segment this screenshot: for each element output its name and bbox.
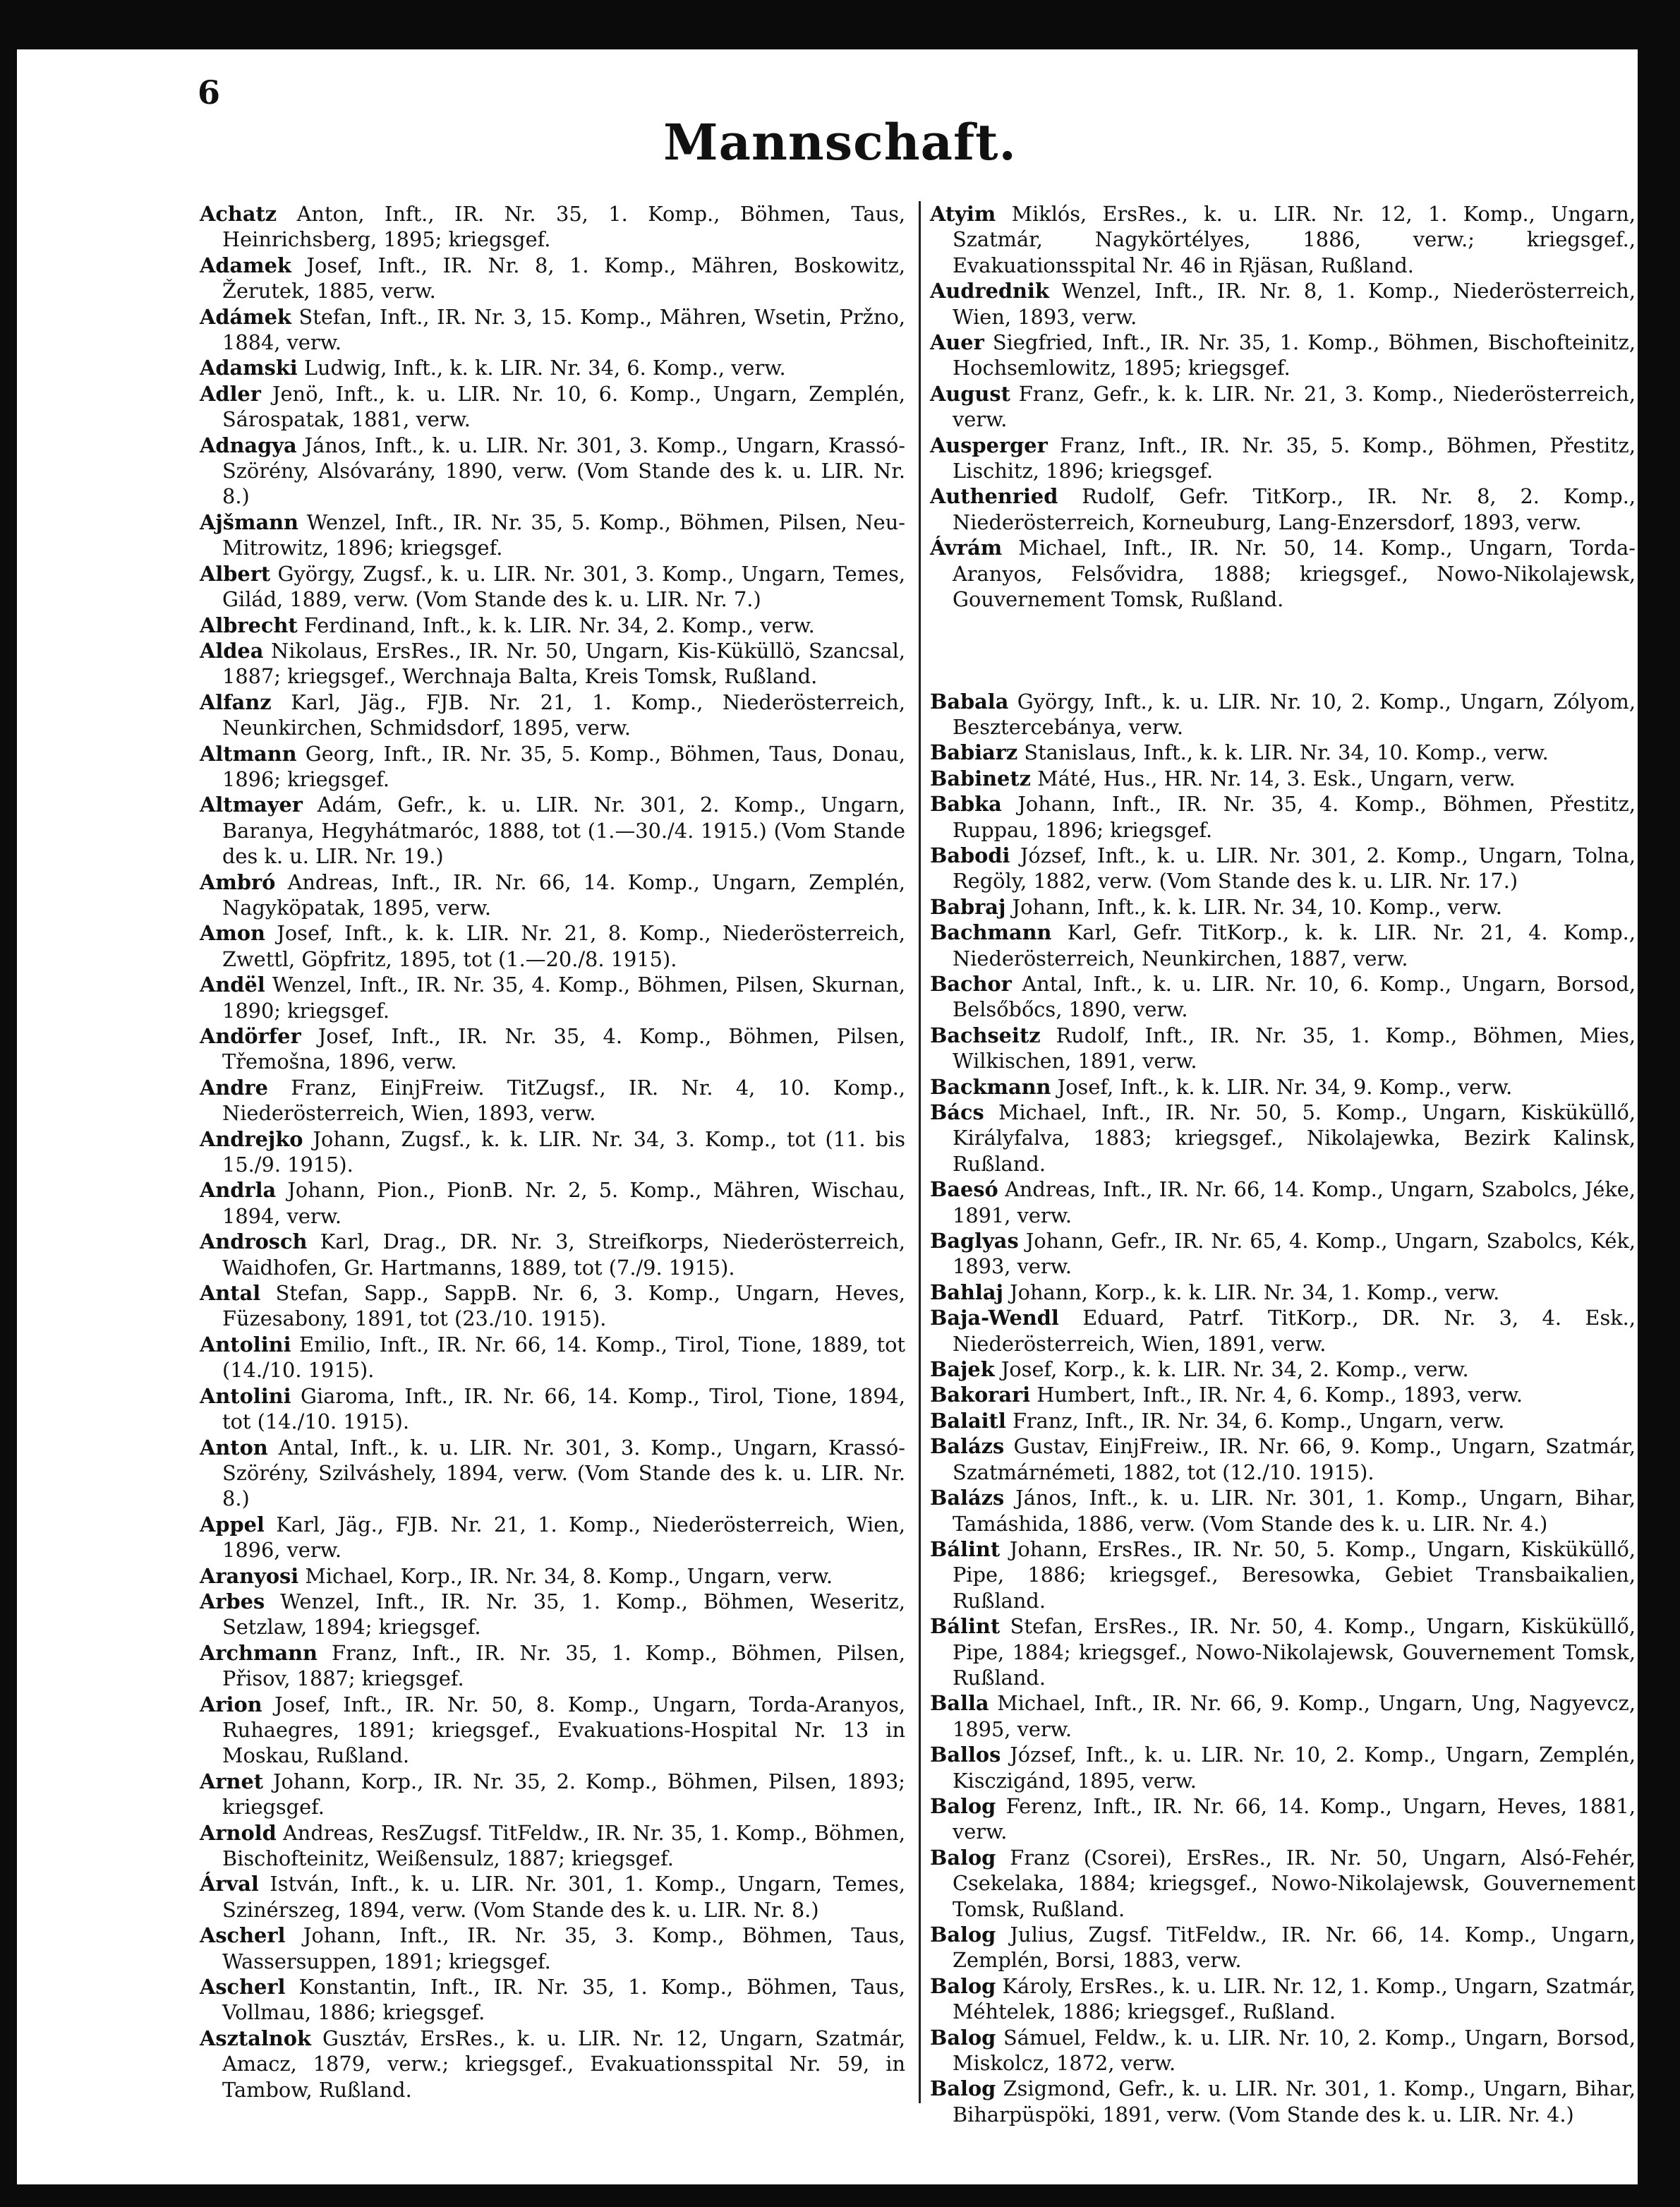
roster-entry: [200, 253, 905, 304]
roster-entry: [930, 1793, 1636, 1845]
entry-surname: Babiarz: [930, 740, 1018, 765]
entry-details: Gusztáv, ErsRes., k. u. LIR. Nr. 12, Ungarn, Szatmár, Amacz, 1879, verw.; kriegsgef., Evakuationsspital Nr. 59, in Tambow, Rußland.: [222, 2026, 905, 2102]
right-column: [930, 201, 1636, 2127]
roster-entry: [200, 1563, 905, 1589]
entry-surname: Andrejko: [200, 1126, 303, 1151]
entry-details: János, Inft., k. u. LIR. Nr. 301, 1. Komp., Ungarn, Bihar, Tamáshida, 1886, verw. (Vom Stande des k. u. LIR. Nr. 4.): [953, 1486, 1636, 1536]
roster-entry: [200, 920, 905, 972]
entry-details: Adám, Gefr., k. u. LIR. Nr. 301, 2. Komp., Ungarn, Baranya, Hegyhátmaróc, 1888, tot (1.—30./4. 1915.) (Vom Stande des k. u. LIR. Nr. 19.): [222, 793, 905, 869]
roster-entry: [930, 278, 1636, 330]
roster-entry: [930, 1382, 1636, 1407]
roster-entry: [200, 1177, 905, 1229]
entry-surname: Adnagya: [200, 433, 297, 457]
roster-entry: [930, 1357, 1636, 1382]
roster-entry: [200, 1332, 905, 1383]
entry-details: Károly, ErsRes., k. u. LIR. Nr. 12, 1. Komp., Ungarn, Szatmár, Méhtelek, 1886; kriegsgef., Rußland.: [953, 1973, 1636, 2024]
roster-entry: [200, 433, 905, 510]
entry-details: Karl, Drag., DR. Nr. 3, Streifkorps, Niederösterreich, Waidhofen, Gr. Hartmanns, 1889, tot (7./9. 1915).: [222, 1229, 906, 1280]
entry-surname: Balog: [930, 1973, 996, 1998]
entry-details: Josef, Inft., k. k. LIR. Nr. 21, 8. Komp., Niederösterreich, Zwettl, Göpfritz, 1895, tot (1.—20./8. 1915).: [222, 921, 905, 971]
entry-details: Siegfried, Inft., IR. Nr. 35, 1. Komp., Böhmen, Bischofteinitz, Hochsemlowitz, 1895; kriegsgef.: [953, 330, 1636, 380]
roster-entry: [930, 433, 1636, 484]
entry-details: Michael, Inft., IR. Nr. 50, 5. Komp., Ungarn, Kisküküllő, Királyfalva, 1883; kriegsgef., Nikolajewka, Bezirk Kalinsk, Rußland.: [953, 1100, 1636, 1176]
entry-details: Karl, Gefr. TitKorp., k. k. LIR. Nr. 21, 4. Komp., Niederösterreich, Neunkirchen, 1887, verw.: [953, 920, 1636, 970]
roster-entry: [200, 561, 905, 613]
roster-entry: [200, 2026, 905, 2103]
entry-surname: Albert: [200, 561, 271, 586]
column-divider: [919, 201, 921, 2103]
entry-surname: Baglyas: [930, 1229, 1019, 1253]
roster-entry: [200, 1923, 905, 1974]
roster-entry: [200, 1974, 905, 2026]
entry-surname: Balog: [930, 1923, 996, 1947]
roster-entry: [200, 1280, 905, 1332]
roster-entry: [930, 1100, 1636, 1177]
entry-surname: Bálint: [930, 1537, 1001, 1561]
entry-surname: Anton: [200, 1435, 268, 1460]
entry-surname: Albrecht: [200, 613, 298, 637]
entry-surname: Antolini: [200, 1383, 291, 1408]
entry-details: Johann, Pion., PionB. Nr. 2, 5. Komp., Mähren, Wischau, 1894, verw.: [222, 1178, 906, 1228]
entry-details: Josef, Inft., IR. Nr. 35, 4. Komp., Böhmen, Pilsen, Třemošna, 1896, verw.: [222, 1024, 905, 1074]
entry-details: Johann, Korp., k. k. LIR. Nr. 34, 1. Komp., verw.: [1010, 1280, 1500, 1304]
page-title: Mannschaft.: [663, 113, 1017, 172]
entry-surname: Antolini: [200, 1332, 291, 1357]
entry-details: Ferdinand, Inft., k. k. LIR. Nr. 34, 2. Komp., verw.: [303, 613, 815, 637]
entry-details: Josef, Inft., IR. Nr. 50, 8. Komp., Ungarn, Torda-Aranyos, Ruhaegres, 1891; kriegsgef., Evakuations-Hospital Nr. 13 in Moskau, Rußland.: [222, 1692, 905, 1768]
roster-entry: [930, 1228, 1636, 1280]
roster-entry: [200, 1871, 905, 1923]
roster-entry: [930, 535, 1636, 612]
roster-entry: [930, 843, 1636, 894]
entry-details: Johann, Inft., k. k. LIR. Nr. 34, 10. Komp., verw.: [1012, 894, 1502, 919]
entry-surname: Achatz: [200, 202, 277, 226]
roster-entry: [930, 201, 1636, 278]
entry-surname: Bachseitz: [930, 1023, 1041, 1047]
entry-surname: Babinetz: [930, 766, 1031, 790]
roster-entry: [930, 2076, 1636, 2127]
entry-details: Johann, Inft., IR. Nr. 35, 3. Komp., Böhmen, Taus, Wassersuppen, 1891; kriegsgef.: [222, 1923, 906, 1973]
roster-entry: [930, 381, 1636, 433]
entry-surname: Alfanz: [200, 690, 272, 714]
entry-details: Johann, Gefr., IR. Nr. 65, 4. Komp., Ungarn, Szabolcs, Kék, 1893, verw.: [953, 1229, 1636, 1279]
roster-entry: [200, 1075, 905, 1126]
entry-surname: Andël: [200, 973, 265, 997]
roster-entry: [930, 1742, 1636, 1793]
roster-entry: [930, 1690, 1636, 1742]
entry-details: Eduard, Patrf. TitKorp., DR. Nr. 3, 4. Esk., Niederösterreich, Wien, 1891, verw.: [953, 1306, 1636, 1356]
right-column-b-entries: [930, 689, 1636, 2128]
entry-details: Franz, Gefr., k. k. LIR. Nr. 21, 3. Komp., Niederösterreich, verw.: [953, 381, 1636, 432]
entry-details: Johann, Korp., IR. Nr. 35, 2. Komp., Böhmen, Pilsen, 1893; kriegsgef.: [222, 1769, 905, 1820]
entry-details: Zsigmond, Gefr., k. u. LIR. Nr. 301, 1. Komp., Ungarn, Bihar, Biharpüspöki, 1891, verw. (Vom Stande des k. u. LIR. Nr. 4.): [953, 2076, 1636, 2127]
entry-details: Josef, Inft., IR. Nr. 8, 1. Komp., Mähren, Boskowitz, Žerutek, 1885, verw.: [222, 253, 905, 303]
entry-details: Emilio, Inft., IR. Nr. 66, 14. Komp., Tirol, Tione, 1889, tot (14./10. 1915).: [222, 1332, 905, 1383]
entry-surname: Asztalnok: [200, 2026, 311, 2050]
entry-details: Nikolaus, ErsRes., IR. Nr. 50, Ungarn, Kis-Küküllö, Szancsal, 1887; kriegsgef., Werchnaja Balta, Kreis Tomsk, Rußland.: [222, 638, 905, 689]
entry-surname: Adler: [200, 381, 261, 406]
entry-surname: Backmann: [930, 1074, 1051, 1099]
roster-entry: [930, 1074, 1636, 1100]
roster-entry: [930, 1177, 1636, 1228]
roster-entry: [200, 1640, 905, 1692]
roster-entry: [200, 972, 905, 1023]
entry-details: Franz, Inft., IR. Nr. 34, 6. Komp., Ungarn, verw.: [1012, 1408, 1505, 1433]
entry-details: Ferenz, Inft., IR. Nr. 66, 14. Komp., Ungarn, Heves, 1881, verw.: [953, 1793, 1636, 1844]
entry-surname: Balla: [930, 1691, 989, 1716]
entry-surname: Aldea: [200, 638, 264, 663]
entry-details: István, Inft., k. u. LIR. Nr. 301, 1. Komp., Ungarn, Temes, Szinérszeg, 1894, verw. (Vom Stande des k. u. LIR. Nr. 8.): [222, 1872, 905, 1922]
entry-surname: Ajšmann: [200, 510, 298, 534]
roster-entry: [930, 2025, 1636, 2076]
roster-entry: [930, 766, 1636, 791]
entry-details: Michael, Korp., IR. Nr. 34, 8. Komp., Ungarn, verw.: [305, 1563, 833, 1588]
entry-details: Konstantin, Inft., IR. Nr. 35, 1. Komp., Böhmen, Taus, Vollmau, 1886; kriegsgef.: [222, 1975, 905, 2025]
entry-details: József, Inft., k. u. LIR. Nr. 301, 2. Komp., Ungarn, Tolna, Regöly, 1882, verw. (Vom Stande des k. u. LIR. Nr. 17.): [953, 843, 1636, 894]
roster-entry: [930, 1485, 1636, 1537]
roster-entry: [930, 1922, 1636, 1973]
entry-surname: Bachmann: [930, 920, 1052, 945]
entry-surname: Arion: [200, 1692, 262, 1716]
entry-details: Gustav, EinjFreiw., IR. Nr. 66, 9. Komp., Ungarn, Szatmár, Szatmárnémeti, 1882, tot (12./10. 1915).: [953, 1434, 1636, 1484]
entry-surname: Appel: [200, 1512, 265, 1537]
roster-entry: [930, 330, 1636, 381]
roster-entry: [930, 894, 1636, 920]
roster-entry: [930, 1408, 1636, 1433]
entry-details: Stefan, Inft., IR. Nr. 3, 15. Komp., Mähren, Wsetin, Pržno, 1884, verw.: [222, 304, 906, 355]
entry-surname: Balog: [930, 1793, 996, 1818]
entry-surname: Altmayer: [200, 793, 303, 817]
roster-entry: [200, 870, 905, 921]
entry-surname: Ballos: [930, 1743, 1001, 1767]
entry-surname: Adamski: [200, 356, 298, 380]
entry-details: Sámuel, Feldw., k. u. LIR. Nr. 10, 2. Komp., Ungarn, Borsod, Miskolcz, 1872, verw.: [953, 2025, 1636, 2076]
entry-surname: Balog: [930, 2076, 996, 2101]
entry-details: Josef, Inft., k. k. LIR. Nr. 34, 9. Komp., verw.: [1057, 1074, 1513, 1099]
roster-entry: [930, 920, 1636, 971]
page-number: 6: [198, 73, 221, 112]
entry-surname: Aranyosi: [200, 1563, 299, 1588]
roster-entry: [200, 1383, 905, 1435]
roster-entry: [930, 483, 1636, 535]
entry-details: Stefan, Sapp., SappB. Nr. 6, 3. Komp., Ungarn, Heves, Füzesabony, 1891, tot (23./10. 1915).: [222, 1281, 905, 1331]
roster-entry: [200, 201, 905, 253]
entry-surname: Andre: [200, 1075, 268, 1100]
entry-surname: Babraj: [930, 894, 1006, 919]
entry-details: János, Inft., k. u. LIR. Nr. 301, 3. Komp., Ungarn, Krassó-Szörény, Alsóvarány, 1890, verw. (Vom Stande des k. u. LIR. Nr. 8.): [222, 433, 905, 509]
roster-entry: [930, 740, 1636, 765]
entry-surname: Bálint: [930, 1614, 1001, 1639]
entry-details: Franz, EinjFreiw. TitZugsf., IR. Nr. 4, 10. Komp., Niederösterreich, Wien, 1893, verw.: [222, 1075, 905, 1126]
entry-surname: Ambró: [200, 870, 276, 894]
entry-surname: Baesó: [930, 1177, 998, 1202]
roster-entry: [200, 1126, 905, 1178]
entry-surname: Adamek: [200, 253, 291, 277]
entry-surname: Balaitl: [930, 1408, 1006, 1433]
roster-entry: [930, 1973, 1636, 2025]
entry-surname: Andörfer: [200, 1024, 301, 1048]
entry-surname: Balog: [930, 1845, 996, 1870]
roster-entry: [200, 1589, 905, 1640]
entry-surname: Ascherl: [200, 1923, 286, 1948]
entry-surname: Arnet: [200, 1769, 264, 1793]
roster-entry: [200, 355, 905, 380]
entry-details: Giaroma, Inft., IR. Nr. 66, 14. Komp., Tirol, Tione, 1894, tot (14./10. 1915).: [222, 1383, 905, 1434]
roster-entry: [200, 792, 905, 869]
section-gap: [930, 613, 1636, 689]
entry-details: Máté, Hus., HR. Nr. 14, 3. Esk., Ungarn, verw.: [1037, 766, 1516, 790]
entry-surname: Bachor: [930, 971, 1012, 996]
roster-entry: [200, 1512, 905, 1563]
entry-details: Johann, Zugsf., k. k. LIR. Nr. 34, 3. Komp., tot (11. bis 15./9. 1915).: [222, 1126, 905, 1177]
entry-surname: Balázs: [930, 1486, 1005, 1510]
entry-details: Rudolf, Inft., IR. Nr. 35, 1. Komp., Böhmen, Mies, Wilkischen, 1891, verw.: [953, 1023, 1636, 1074]
entry-details: Johann, ErsRes., IR. Nr. 50, 5. Komp., Ungarn, Kisküküllő, Pipe, 1886; kriegsgef., Beresowka, Gebiet Transbaikalien, Rußland.: [953, 1537, 1636, 1613]
entry-surname: Adámek: [200, 304, 291, 329]
entry-details: Wenzel, Inft., IR. Nr. 35, 4. Komp., Böhmen, Pilsen, Skurnan, 1890; kriegsgef.: [222, 973, 905, 1023]
roster-entry: [930, 1845, 1636, 1922]
entry-details: Karl, Jäg., FJB. Nr. 21, 1. Komp., Niederösterreich, Neunkirchen, Schmidsdorf, 1895, verw.: [222, 690, 906, 740]
entry-surname: Audrednik: [930, 279, 1049, 303]
entry-surname: Authenried: [930, 484, 1058, 509]
entry-details: Wenzel, Inft., IR. Nr. 8, 1. Komp., Niederösterreich, Wien, 1893, verw.: [953, 279, 1636, 329]
entry-surname: Archmann: [200, 1640, 318, 1665]
roster-entry: [930, 1613, 1636, 1690]
entry-details: Josef, Korp., k. k. LIR. Nr. 34, 2. Komp., verw.: [1001, 1357, 1469, 1382]
roster-entry: [200, 613, 905, 638]
entry-details: Stefan, ErsRes., IR. Nr. 50, 4. Komp., Ungarn, Kisküküllő, Pipe, 1884; kriegsgef., Nowo-Nikolajewsk, Gouvernement Tomsk, Rußland.: [953, 1614, 1636, 1690]
entry-details: Ludwig, Inft., k. k. LIR. Nr. 34, 6. Komp., verw.: [303, 356, 786, 380]
entry-details: Jenö, Inft., k. u. LIR. Nr. 10, 6. Komp., Ungarn, Zemplén, Sárospatak, 1881, verw.: [222, 381, 906, 432]
entry-surname: Arbes: [200, 1589, 265, 1613]
entry-surname: Baja-Wendl: [930, 1306, 1059, 1330]
entry-details: Franz (Csorei), ErsRes., IR. Nr. 50, Ungarn, Alsó-Fehér, Csekelaka, 1884; kriegsgef., Nowo-Nikolajewsk, Gouvernement Tomsk, Rußland.: [953, 1845, 1636, 1921]
entry-details: Johann, Inft., IR. Nr. 35, 4. Komp., Böhmen, Přestitz, Ruppau, 1896; kriegsgef.: [953, 792, 1636, 842]
entry-details: József, Inft., k. u. LIR. Nr. 10, 2. Komp., Ungarn, Zemplén, Kisczigánd, 1895, verw.: [953, 1743, 1636, 1793]
roster-entry: [930, 1305, 1636, 1357]
entry-details: Antal, Inft., k. u. LIR. Nr. 301, 3. Komp., Ungarn, Krassó-Szörény, Szilváshely, 1894, verw. (Vom Stande des k. u. LIR. Nr. 8.): [222, 1435, 905, 1511]
roster-entry: [200, 1769, 905, 1820]
roster-entry: [930, 1023, 1636, 1074]
entry-surname: Auer: [930, 330, 984, 355]
entry-surname: Árval: [200, 1872, 259, 1896]
roster-entry: [930, 1537, 1636, 1613]
left-column: [200, 201, 905, 2103]
entry-details: György, Zugsf., k. u. LIR. Nr. 301, 3. Komp., Ungarn, Temes, Gilád, 1889, verw. (Vom Stande des k. u. LIR. Nr. 7.): [222, 561, 906, 612]
entry-surname: Andrla: [200, 1178, 277, 1203]
entry-surname: Atyim: [930, 202, 996, 226]
entry-surname: Ausperger: [930, 433, 1048, 457]
entry-details: Andreas, ResZugsf. TitFeldw., IR. Nr. 35, 1. Komp., Böhmen, Bischofteinitz, Weißensulz, 1887; kriegsgef.: [222, 1820, 905, 1870]
entry-details: Franz, Inft., IR. Nr. 35, 5. Komp., Böhmen, Přestitz, Lischitz, 1896; kriegsgef.: [953, 433, 1636, 483]
entry-details: Andreas, Inft., IR. Nr. 66, 14. Komp., Ungarn, Szabolcs, Jéke, 1891, verw.: [953, 1177, 1636, 1227]
entry-surname: Amon: [200, 921, 265, 946]
entry-surname: Androsch: [200, 1229, 308, 1254]
entry-details: Antal, Inft., k. u. LIR. Nr. 10, 6. Komp., Ungarn, Borsod, Belsőbőcs, 1890, verw.: [953, 971, 1636, 1022]
roster-entry: [200, 381, 905, 433]
entry-surname: Ascherl: [200, 1975, 286, 1999]
entry-surname: Altmann: [200, 741, 297, 766]
entry-details: Wenzel, Inft., IR. Nr. 35, 5. Komp., Böhmen, Pilsen, Neu-Mitrowitz, 1896; kriegsgef.: [222, 510, 905, 560]
entry-details: György, Inft., k. u. LIR. Nr. 10, 2. Komp., Ungarn, Zólyom, Besztercebánya, verw.: [953, 689, 1636, 739]
entry-surname: August: [930, 381, 1010, 406]
roster-entry: [200, 1229, 905, 1280]
entry-surname: Antal: [200, 1281, 261, 1306]
entry-details: Andreas, Inft., IR. Nr. 66, 14. Komp., Ungarn, Zemplén, Nagyköpatak, 1895, verw.: [222, 870, 906, 920]
roster-entry: [200, 1692, 905, 1769]
roster-entry: [200, 1820, 905, 1872]
roster-entry: [200, 638, 905, 690]
right-column-a-entries: [930, 201, 1636, 613]
entry-surname: Bakorari: [930, 1383, 1031, 1407]
roster-entry: [930, 689, 1636, 740]
entry-details: Karl, Jäg., FJB. Nr. 21, 1. Komp., Niederösterreich, Wien, 1896, verw.: [222, 1512, 905, 1563]
roster-entry: [200, 1023, 905, 1075]
entry-surname: Ávrám: [930, 536, 1003, 560]
roster-entry: [930, 791, 1636, 843]
entry-details: Rudolf, Gefr. TitKorp., IR. Nr. 8, 2. Komp., Niederösterreich, Korneuburg, Lang-Enzersdorf, 1893, verw.: [953, 484, 1636, 534]
roster-entry: [200, 304, 905, 356]
entry-surname: Bajek: [930, 1357, 995, 1382]
entry-details: Julius, Zugsf. TitFeldw., IR. Nr. 66, 14. Komp., Ungarn, Zemplén, Borsi, 1883, verw.: [953, 1923, 1636, 1973]
entry-surname: Babodi: [930, 843, 1010, 867]
entry-details: Michael, Inft., IR. Nr. 50, 14. Komp., Ungarn, Torda-Aranyos, Felsővidra, 1888; kriegsgef., Nowo-Nikolajewsk, Gouvernement Tomsk, Rußland.: [953, 536, 1636, 612]
entry-details: Michael, Inft., IR. Nr. 66, 9. Komp., Ungarn, Ung, Nagyevcz, 1895, verw.: [953, 1691, 1636, 1741]
entry-surname: Bahlaj: [930, 1280, 1003, 1304]
entry-details: Stanislaus, Inft., k. k. LIR. Nr. 34, 10. Komp., verw.: [1024, 740, 1549, 765]
entry-details: Humbert, Inft., IR. Nr. 4, 6. Komp., 1893, verw.: [1037, 1383, 1523, 1407]
entry-details: Miklós, ErsRes., k. u. LIR. Nr. 12, 1. Komp., Ungarn, Szatmár, Nagykörtélyes, 1886, verw.; kriegsgef., Evakuationsspital Nr. 46 in Rjäsan, Rußland.: [953, 202, 1636, 277]
roster-entry: [200, 741, 905, 793]
roster-entry: [200, 690, 905, 741]
roster-entry: [930, 1433, 1636, 1485]
entry-details: Franz, Inft., IR. Nr. 35, 1. Komp., Böhmen, Pilsen, Přisov, 1887; kriegsgef.: [222, 1640, 905, 1691]
entry-surname: Babala: [930, 689, 1009, 714]
entry-details: Anton, Inft., IR. Nr. 35, 1. Komp., Böhmen, Taus, Heinrichsberg, 1895; kriegsgef.: [222, 202, 905, 252]
roster-entry: [200, 510, 905, 561]
roster-entry: [200, 1435, 905, 1512]
roster-entry: [930, 1280, 1636, 1305]
entry-surname: Babka: [930, 792, 1002, 817]
entry-surname: Arnold: [200, 1820, 277, 1845]
entry-surname: Bács: [930, 1100, 984, 1124]
entry-surname: Balog: [930, 2025, 996, 2050]
entry-surname: Balázs: [930, 1434, 1005, 1459]
roster-entry: [930, 971, 1636, 1023]
entry-details: Georg, Inft., IR. Nr. 35, 5. Komp., Böhmen, Taus, Donau, 1896; kriegsgef.: [222, 741, 905, 791]
entry-details: Wenzel, Inft., IR. Nr. 35, 1. Komp., Böhmen, Weseritz, Setzlaw, 1894; kriegsgef.: [222, 1589, 905, 1640]
